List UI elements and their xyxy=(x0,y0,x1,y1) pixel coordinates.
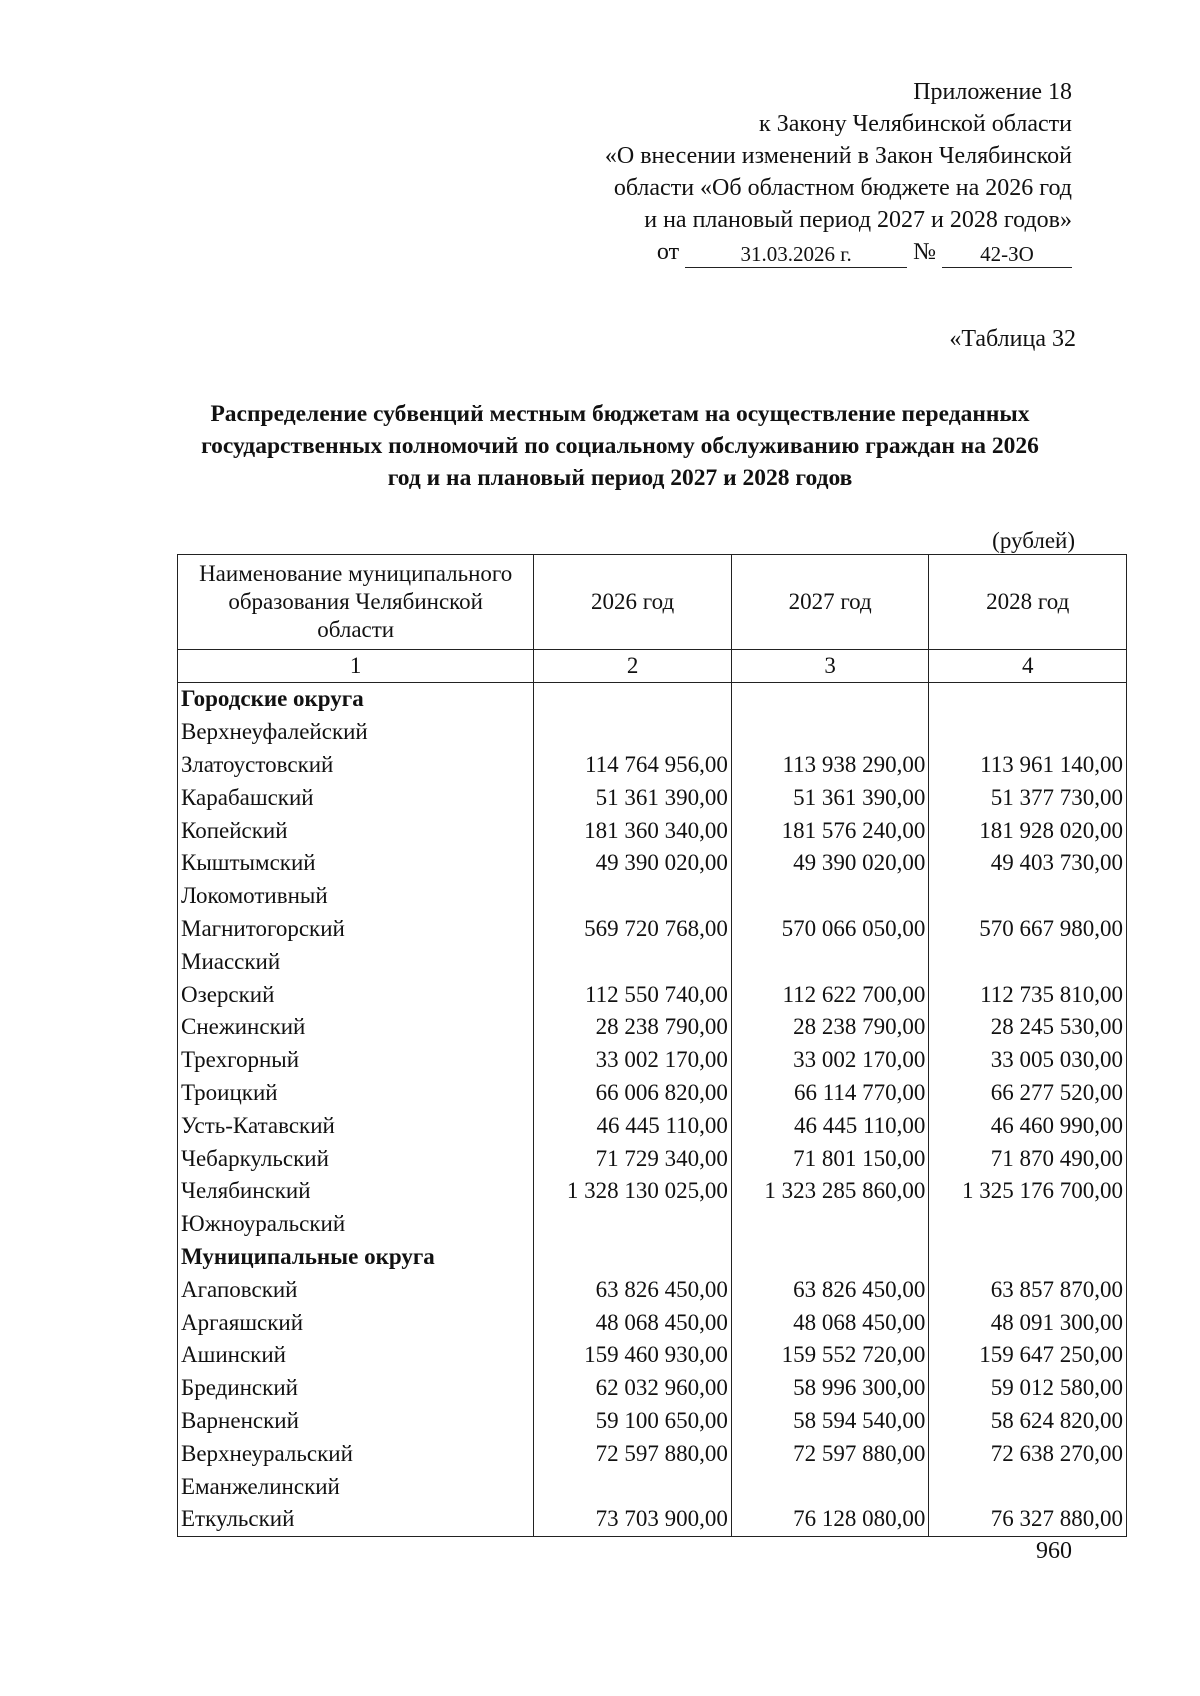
row-name: Усть-Катавский xyxy=(178,1109,534,1142)
table-label: «Таблица 32 xyxy=(949,326,1076,352)
header-2027: 2027 год xyxy=(731,555,929,650)
value-2028: 181 928 020,00 xyxy=(929,814,1127,847)
table-row xyxy=(178,1175,1127,1208)
appendix-label: Приложение 18 xyxy=(913,79,1072,105)
table-row xyxy=(178,1306,1127,1339)
row-name: Озерский xyxy=(178,978,534,1011)
value-2028 xyxy=(929,683,1127,716)
value-2027: 66 114 770,00 xyxy=(731,1077,929,1110)
value-2026: 73 703 900,00 xyxy=(534,1503,732,1536)
value-2028: 159 647 250,00 xyxy=(929,1339,1127,1372)
value-2028: 1 325 176 700,00 xyxy=(929,1175,1127,1208)
table-row xyxy=(178,978,1127,1011)
value-2027: 113 938 290,00 xyxy=(731,749,929,782)
table-row xyxy=(178,913,1127,946)
value-2026: 66 006 820,00 xyxy=(534,1077,732,1110)
date-prefix: от xyxy=(656,239,680,265)
row-name: Аргаяшский xyxy=(178,1306,534,1339)
column-number: 2 xyxy=(534,650,732,683)
value-2027: 46 445 110,00 xyxy=(731,1109,929,1142)
value-2028: 76 327 880,00 xyxy=(929,1503,1127,1536)
table-row xyxy=(178,1208,1127,1241)
table-row xyxy=(178,880,1127,913)
column-number-row xyxy=(178,650,1127,683)
table-row xyxy=(178,716,1127,749)
value-2026: 1 328 130 025,00 xyxy=(534,1175,732,1208)
row-name: Чебаркульский xyxy=(178,1142,534,1175)
title-line-2: государственных полномочий по социальному обслуживанию граждан на 2026 xyxy=(201,433,1039,459)
value-2028 xyxy=(929,716,1127,749)
value-2026: 181 360 340,00 xyxy=(534,814,732,847)
row-name: Южноуральский xyxy=(178,1208,534,1241)
column-number: 1 xyxy=(178,650,534,683)
value-2026 xyxy=(534,945,732,978)
value-2026 xyxy=(534,716,732,749)
value-2026: 48 068 450,00 xyxy=(534,1306,732,1339)
value-2027: 58 996 300,00 xyxy=(731,1372,929,1405)
table-row xyxy=(178,781,1127,814)
column-number: 4 xyxy=(929,650,1127,683)
document-title xyxy=(170,398,1070,494)
value-2028: 570 667 980,00 xyxy=(929,913,1127,946)
value-2028: 72 638 270,00 xyxy=(929,1437,1127,1470)
value-2026: 63 826 450,00 xyxy=(534,1273,732,1306)
table-row xyxy=(178,1372,1127,1405)
value-2028: 48 091 300,00 xyxy=(929,1306,1127,1339)
value-2026: 62 032 960,00 xyxy=(534,1372,732,1405)
value-2026: 49 390 020,00 xyxy=(534,847,732,880)
value-2026: 46 445 110,00 xyxy=(534,1109,732,1142)
row-name: Челябинский xyxy=(178,1175,534,1208)
group-header-row xyxy=(178,1241,1127,1274)
table-row xyxy=(178,945,1127,978)
table-row xyxy=(178,1503,1127,1536)
header-2026: 2026 год xyxy=(534,555,732,650)
value-2026 xyxy=(534,1208,732,1241)
table-row xyxy=(178,1142,1127,1175)
row-name: Верхнеуральский xyxy=(178,1437,534,1470)
row-name: Муниципальные округа xyxy=(178,1241,534,1274)
table-row xyxy=(178,1470,1127,1503)
value-2028 xyxy=(929,1208,1127,1241)
row-name: Трехгорный xyxy=(178,1044,534,1077)
value-2028 xyxy=(929,945,1127,978)
value-2026: 112 550 740,00 xyxy=(534,978,732,1011)
value-2027: 49 390 020,00 xyxy=(731,847,929,880)
value-2028: 112 735 810,00 xyxy=(929,978,1127,1011)
row-name: Брединский xyxy=(178,1372,534,1405)
header-municipality-line-3: области xyxy=(317,617,395,642)
table-row xyxy=(178,1077,1127,1110)
row-name: Ашинский xyxy=(178,1339,534,1372)
value-2028: 59 012 580,00 xyxy=(929,1372,1127,1405)
title-line-3: год и на плановый период 2027 и 2028 годов xyxy=(387,465,853,491)
value-2027 xyxy=(731,945,929,978)
value-2028: 58 624 820,00 xyxy=(929,1405,1127,1438)
table-row xyxy=(178,1109,1127,1142)
value-2026 xyxy=(534,683,732,716)
value-2028: 28 245 530,00 xyxy=(929,1011,1127,1044)
value-2026: 33 002 170,00 xyxy=(534,1044,732,1077)
value-2026 xyxy=(534,1470,732,1503)
law-title-line-2: области «Об областном бюджете на 2026 год xyxy=(613,175,1072,201)
group-header-row xyxy=(178,683,1127,716)
value-2026 xyxy=(534,1241,732,1274)
row-name: Златоустовский xyxy=(178,749,534,782)
value-2027 xyxy=(731,880,929,913)
value-2027: 570 066 050,00 xyxy=(731,913,929,946)
value-2026: 72 597 880,00 xyxy=(534,1437,732,1470)
value-2027: 58 594 540,00 xyxy=(731,1405,929,1438)
value-2027: 72 597 880,00 xyxy=(731,1437,929,1470)
value-2028: 46 460 990,00 xyxy=(929,1109,1127,1142)
row-name: Агаповский xyxy=(178,1273,534,1306)
table-row xyxy=(178,749,1127,782)
subvention-table xyxy=(177,554,1127,1537)
value-2026: 51 361 390,00 xyxy=(534,781,732,814)
value-2027: 51 361 390,00 xyxy=(731,781,929,814)
row-name: Еманжелинский xyxy=(178,1470,534,1503)
value-2027 xyxy=(731,716,929,749)
value-2027: 71 801 150,00 xyxy=(731,1142,929,1175)
value-2028: 49 403 730,00 xyxy=(929,847,1127,880)
table-row xyxy=(178,814,1127,847)
value-2026 xyxy=(534,880,732,913)
row-name: Еткульский xyxy=(178,1503,534,1536)
number-sign: № xyxy=(913,239,936,265)
value-2027: 28 238 790,00 xyxy=(731,1011,929,1044)
table-header-row xyxy=(178,555,1127,650)
value-2026: 569 720 768,00 xyxy=(534,913,732,946)
law-date: 31.03.2026 г. xyxy=(685,241,907,268)
row-name: Миасский xyxy=(178,945,534,978)
value-2027: 48 068 450,00 xyxy=(731,1306,929,1339)
value-2027: 112 622 700,00 xyxy=(731,978,929,1011)
header-municipality xyxy=(178,555,534,650)
value-2027: 76 128 080,00 xyxy=(731,1503,929,1536)
row-name: Троицкий xyxy=(178,1077,534,1110)
table-row xyxy=(178,1339,1127,1372)
value-2028: 63 857 870,00 xyxy=(929,1273,1127,1306)
date-number-line xyxy=(512,236,1072,268)
value-2027 xyxy=(731,1241,929,1274)
value-2027: 63 826 450,00 xyxy=(731,1273,929,1306)
row-name: Верхнеуфалейский xyxy=(178,716,534,749)
table-row xyxy=(178,1273,1127,1306)
title-line-1: Распределение субвенций местным бюджетам на осуществление переданных xyxy=(210,401,1030,427)
law-title-line-3: и на плановый период 2027 и 2028 годов» xyxy=(644,207,1072,233)
table-row xyxy=(178,1437,1127,1470)
header-municipality-line-2: образования Челябинской xyxy=(228,589,483,614)
row-name: Магнитогорский xyxy=(178,913,534,946)
value-2028: 113 961 140,00 xyxy=(929,749,1127,782)
row-name: Городские округа xyxy=(178,683,534,716)
value-2028 xyxy=(929,880,1127,913)
value-2028 xyxy=(929,1470,1127,1503)
value-2026: 59 100 650,00 xyxy=(534,1405,732,1438)
law-title-line-1: «О внесении изменений в Закон Челябинской xyxy=(604,143,1072,169)
value-2028: 33 005 030,00 xyxy=(929,1044,1127,1077)
value-2027 xyxy=(731,683,929,716)
column-number: 3 xyxy=(731,650,929,683)
law-reference: к Закону Челябинской области xyxy=(759,111,1072,137)
value-2026: 114 764 956,00 xyxy=(534,749,732,782)
law-number: 42-ЗО xyxy=(942,241,1072,268)
document-header xyxy=(512,76,1072,268)
value-2028: 51 377 730,00 xyxy=(929,781,1127,814)
row-name: Снежинский xyxy=(178,1011,534,1044)
table-row xyxy=(178,1044,1127,1077)
table-row xyxy=(178,1011,1127,1044)
value-2026: 159 460 930,00 xyxy=(534,1339,732,1372)
value-2028: 71 870 490,00 xyxy=(929,1142,1127,1175)
row-name: Карабашский xyxy=(178,781,534,814)
value-2027: 181 576 240,00 xyxy=(731,814,929,847)
value-2027 xyxy=(731,1208,929,1241)
value-2028 xyxy=(929,1241,1127,1274)
row-name: Кыштымский xyxy=(178,847,534,880)
value-2026: 28 238 790,00 xyxy=(534,1011,732,1044)
value-2027: 1 323 285 860,00 xyxy=(731,1175,929,1208)
header-2028: 2028 год xyxy=(929,555,1127,650)
row-name: Варненский xyxy=(178,1405,534,1438)
value-2027 xyxy=(731,1470,929,1503)
value-2026: 71 729 340,00 xyxy=(534,1142,732,1175)
currency-unit: (рублей) xyxy=(992,528,1075,553)
header-municipality-line-1: Наименование муниципального xyxy=(199,561,513,586)
value-2027: 159 552 720,00 xyxy=(731,1339,929,1372)
row-name: Копейский xyxy=(178,814,534,847)
page-number: 960 xyxy=(1036,1538,1072,1564)
value-2028: 66 277 520,00 xyxy=(929,1077,1127,1110)
row-name: Локомотивный xyxy=(178,880,534,913)
value-2027: 33 002 170,00 xyxy=(731,1044,929,1077)
table-row xyxy=(178,847,1127,880)
table-row xyxy=(178,1405,1127,1438)
